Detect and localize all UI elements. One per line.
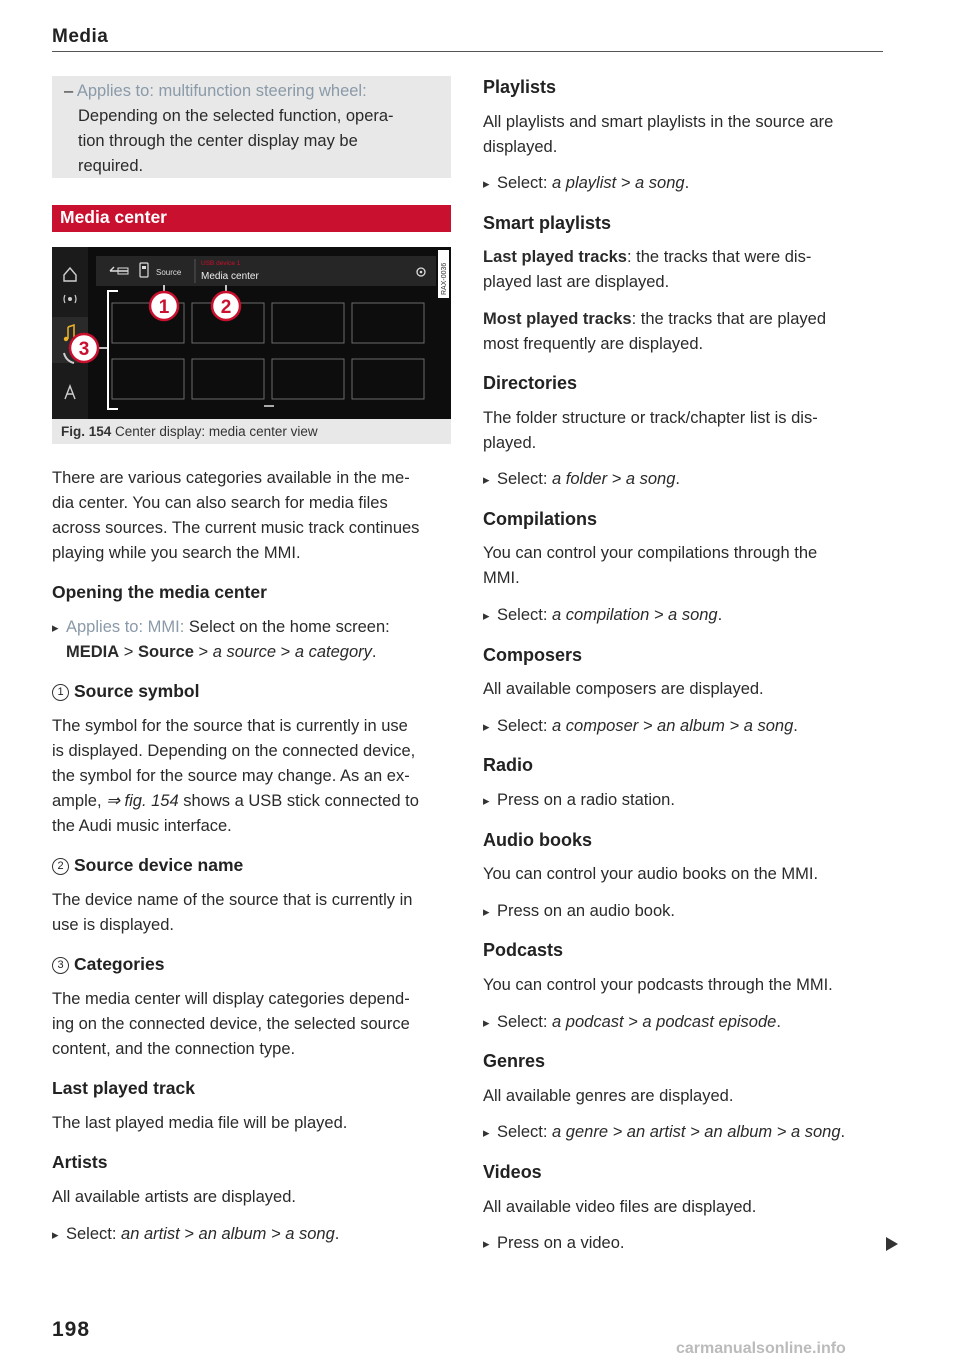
directories-text: The folder structure or track/chapter list is dis- played. [483, 409, 818, 452]
composers-select-instruction: ▸ Select: a composer > an album > a song. [483, 714, 883, 739]
categories-paragraph: The media center will display categories depend- ing on the connected device, the selected source content, and the connection type. [52, 990, 410, 1058]
note-line-1: – Applies to: multifunction steering wheel: [64, 82, 367, 100]
intro-paragraph: There are various categories available in the me- dia center. You can also search for media files across sources. The current music track continues playing while you search the MMI. [52, 469, 420, 562]
radio-instruction: ▸ Press on a radio station. [483, 788, 883, 813]
heading-artists: Artists [52, 1152, 108, 1172]
videos-instruction: ▸ Press on a video. [483, 1231, 883, 1256]
smart-last-played: Last played tracks: the tracks that were dis- played last are displayed. [483, 248, 812, 291]
podcasts-text: You can control your podcasts through the MMI. [483, 976, 833, 994]
heading-opening-media-center: Opening the media center [52, 582, 267, 602]
watermark-text: carmanualsonline.info [676, 1340, 846, 1357]
source-device-paragraph: The device name of the source that is currently in use is displayed. [52, 891, 413, 934]
podcasts-select-instruction: ▸ Select: a podcast > a podcast episode. [483, 1010, 883, 1035]
next-page-arrow-icon[interactable] [886, 1237, 898, 1251]
center-display-illustration [52, 247, 451, 419]
directories-select-instruction: ▸ Select: a folder > a song. [483, 467, 883, 492]
screen-title: Media center [201, 271, 259, 282]
callout-number-2: 2 [52, 858, 69, 875]
figure-label: Fig. 154 [61, 424, 112, 439]
applies-to-label: Applies to: multifunction steering wheel: [76, 82, 367, 100]
page-number: 198 [52, 1318, 91, 1341]
heading-podcasts: Podcasts [483, 940, 564, 960]
heading-categories: 3 Categories [52, 952, 451, 976]
heading-composers: Composers [483, 645, 583, 665]
header-divider [52, 51, 883, 52]
heading-source-device-name: 2 Source device name [52, 853, 451, 877]
applies-note-box [52, 76, 451, 178]
figure-caption-text: Center display: media center view [115, 424, 318, 439]
figure-caption [52, 419, 451, 444]
heading-last-played-track: Last played track [52, 1078, 195, 1098]
callout-number-3: 3 [52, 957, 69, 974]
callout-1 [150, 292, 178, 320]
artists-text: All available artists are displayed. [52, 1188, 296, 1206]
heading-radio: Radio [483, 755, 534, 775]
heading-directories: Directories [483, 373, 578, 393]
playlists-text: All playlists and smart playlists in the source are displayed. [483, 113, 834, 156]
svg-text:1: 1 [158, 297, 170, 318]
note-line-4: required. [78, 157, 144, 175]
heading-smart-playlists: Smart playlists [483, 213, 612, 233]
compilations-select-instruction: ▸ Select: a compilation > a song. [483, 603, 883, 628]
genres-text: All available genres are displayed. [483, 1087, 734, 1105]
compilations-text: You can control your compilations through the MMI. [483, 544, 818, 587]
audiobooks-instruction: ▸ Press on an audio book. [483, 899, 883, 924]
source-symbol-paragraph: The symbol for the source that is currently in use is displayed. Depending on the connected device, the symbol for the source may change. As an ex- ample, ⇒ fig. 154 shows a USB stick connected to the Audi music interface. [52, 717, 419, 835]
usb-device-label: USB device 1 [201, 260, 241, 267]
opening-instruction: ▸ Applies to: MMI: Select on the home screen: MEDIA > Source > a source > a category. [52, 615, 451, 665]
callout-3 [70, 334, 98, 362]
videos-text: All available video files are displayed. [483, 1198, 757, 1216]
note-line-3: tion through the center display may be [78, 132, 358, 150]
source-label: Source [156, 268, 182, 277]
svg-text:2: 2 [220, 297, 232, 318]
note-line-2: Depending on the selected function, opera- [78, 107, 394, 125]
callout-number-1: 1 [52, 684, 69, 701]
audiobooks-text: You can control your audio books on the MMI. [483, 865, 819, 883]
heading-genres: Genres [483, 1051, 546, 1071]
playlists-select-instruction: ▸ Select: a playlist > a song. [483, 171, 883, 196]
section-title-media-center: Media center [52, 205, 451, 232]
figure-center-display [52, 247, 451, 419]
heading-videos: Videos [483, 1162, 542, 1182]
heading-compilations: Compilations [483, 509, 598, 529]
heading-source-symbol: 1 Source symbol [52, 679, 451, 703]
callout-2 [212, 292, 240, 320]
artists-select-instruction: ▸ Select: an artist > an album > a song. [52, 1222, 451, 1247]
last-played-text: The last played media file will be played. [52, 1114, 348, 1132]
figure-code-label: RAX-0036 [441, 262, 448, 295]
smart-most-played: Most played tracks: the tracks that are played most frequently are displayed. [483, 310, 827, 353]
genres-select-instruction: ▸ Select: a genre > an artist > an album > a song. [483, 1120, 883, 1145]
page-header-title: Media [52, 26, 109, 47]
heading-playlists: Playlists [483, 77, 557, 97]
heading-audio-books: Audio books [483, 830, 592, 850]
figure-reference-link[interactable]: ⇒ fig. 154 [106, 792, 179, 810]
svg-text:3: 3 [78, 339, 90, 360]
composers-text: All available composers are displayed. [483, 680, 764, 698]
